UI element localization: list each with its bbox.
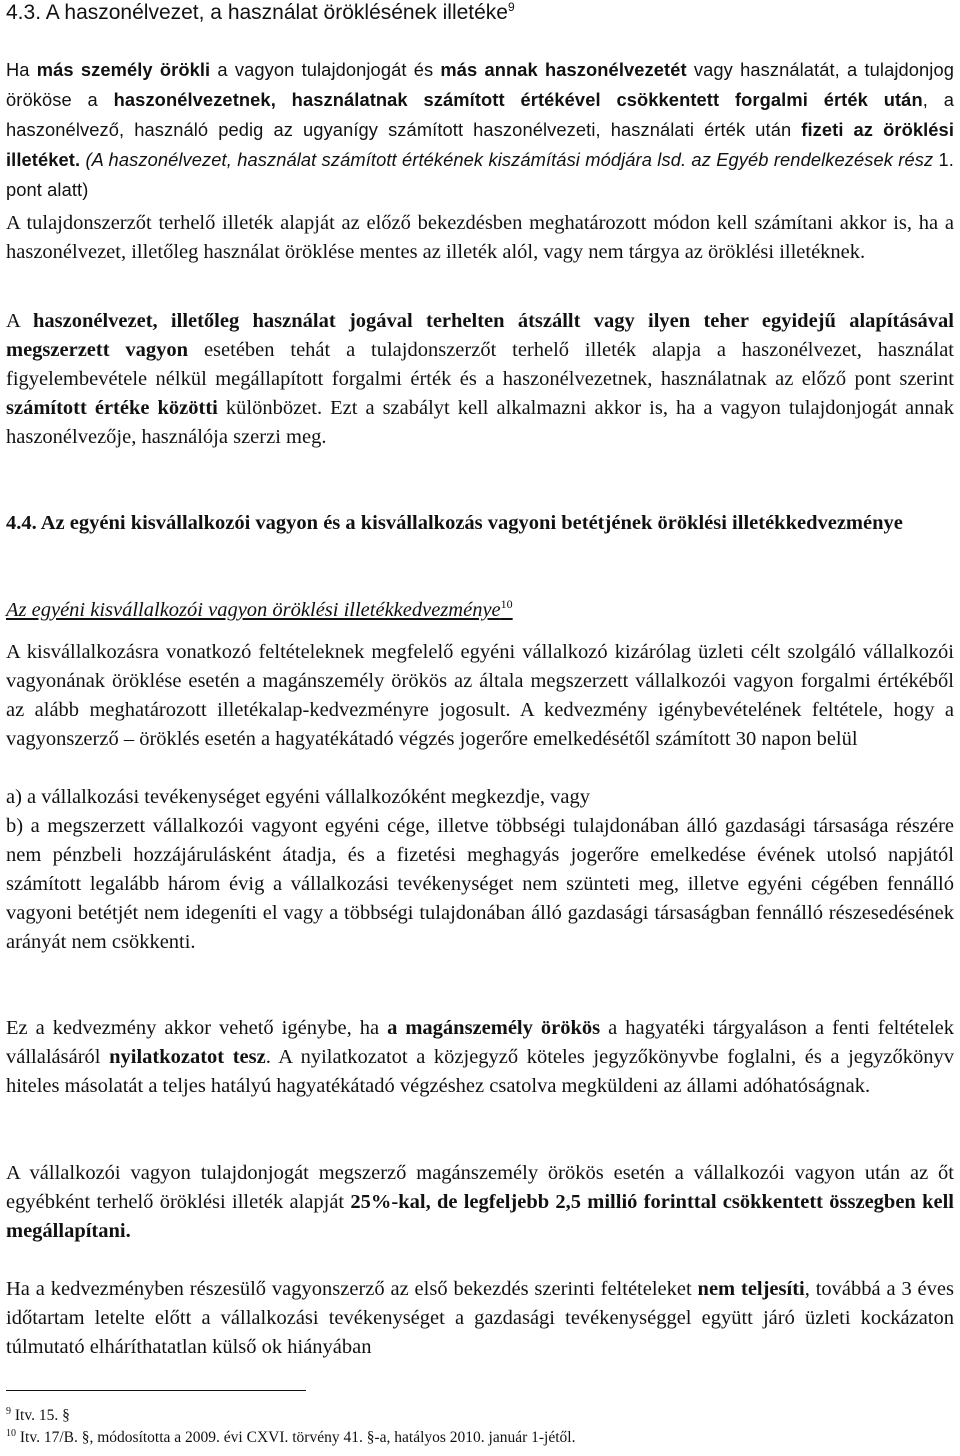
- text-run-bold: más személy örökli: [36, 59, 211, 80]
- subheading-text: Az egyéni kisvállalkozói vagyon öröklési illetékkedvezménye: [6, 599, 501, 621]
- text-run: A vállalkozói vagyon tulajdonjogát megszerző magánszemély örökös esetén a vállalkozói vagyon után az őt egyébként terhelő öröklési illeték alapját: [6, 1162, 954, 1213]
- footnote-9: [6, 1406, 70, 1426]
- paragraph-inheritance-usufruct: [6, 55, 954, 205]
- text-run-bold: haszonélvezetnek, használatnak számított értékével csökkentett forgalmi érték után: [113, 89, 923, 110]
- footnote-ref-10[interactable]: 10: [500, 597, 513, 611]
- list-item-a: a) a vállalkozási tevékenységet egyéni vállalkozóként megkezdje, vagy: [6, 786, 590, 808]
- list-item-b: b) a megszerzett vállalkozói vagyont egyéni cége, illetve többségi tulajdonában álló gazdasági társasága részére nem pénzbeli hozzájárulásként átadja, és a fizetési meghagyás jogerőre emelkedése évének utolsó napjától számított legalább három évig a vállalkozási tevékenységet nem szünteti meg, illetve egyéni cégében fennálló vagyoni betétjét nem idegeníti el vagy a többségi tulajdonában álló gazdasági társaságban fennálló részesedésének arányát nem csökkenti.: [6, 815, 954, 953]
- text-run: Ez a kedvezmény akkor vehető igénybe, ha: [6, 1017, 388, 1039]
- text-run-bold: számított értéke közötti: [6, 397, 218, 419]
- section-heading-4-3: [6, 0, 515, 26]
- text-run: . A nyilatkozatot a közjegyző köteles jegyzőkönyvbe foglalni, és a jegyzőkönyv hiteles másolatát a teljes hatályú hagyatékátadó végzéshez csatolva megküldeni az állami adóhatóságnak.: [6, 1046, 954, 1097]
- footnote-divider: [6, 1390, 306, 1391]
- text-run: a vagyon tulajdonjogát és: [210, 59, 441, 80]
- text-run: 1. pont alatt): [6, 149, 954, 200]
- text-run: , továbbá a 3 éves időtartam letelte előtt a vállalkozási tevékenységet a gazdasági tevékenységgel együtt járó üzleti kockázaton túlmutató elháríthatatlan külső ok hiányában: [6, 1278, 954, 1358]
- text-run: A: [6, 310, 33, 332]
- footnote-text: Itv. 15. §: [14, 1407, 70, 1424]
- text-run: vagy használatát, a tulajdonjog örököse a: [6, 59, 955, 110]
- subheading-small-business-relief: [6, 596, 954, 625]
- text-run-bold: más annak haszonélvezetét: [440, 59, 687, 80]
- text-run-bold: haszonélvezet, illetőleg használat jogával terhelten átszállt vagy ilyen teher egyidejű alapításával megszerzett vagyon: [6, 310, 954, 361]
- section-heading-4-4: 4.4. Az egyéni kisvállalkozói vagyon és a kisvállalkozás vagyoni betétjének öröklési illetékkedvezménye: [6, 512, 903, 534]
- text-run-bold: a magánszemély örökös: [387, 1017, 601, 1039]
- text-run: a hagyatéki tárgyaláson a fenti feltételek vállalásáról: [6, 1017, 954, 1068]
- footnote-text: Itv. 17/B. §, módosította a 2009. évi CXVI. törvény 41. §-a, hatályos 2010. január 1-jétől.: [19, 1429, 576, 1446]
- text-run-bold: nem teljesíti: [697, 1278, 805, 1300]
- text-run-bold: nyilatkozatot tesz: [109, 1046, 266, 1068]
- text-run-bold: fizeti az öröklési illetéket.: [6, 119, 954, 170]
- section-heading-text: 4.3. A haszonélvezet, a használat öröklésének illetéke: [6, 1, 508, 24]
- paragraph-relief-conditions: A kisvállalkozásra vonatkozó feltételeknek megfelelő egyéni vállalkozó kizárólag üzleti célt szolgáló vállalkozói vagyonának öröklése esetén a magánszemély örökös az általa megszerzett vállalkozói vagyon forgalmi értékéből az alább meghatározott illetékalap-kedvezményre jogosult. A kedvezmény igénybevételének feltétele, hogy a vagyonszerző – öröklés esetén a hagyatékátadó végzés jogerőre emelkedésétől számított 30 napon belül: [6, 641, 954, 750]
- footnote-ref-9[interactable]: 9: [508, 0, 515, 14]
- paragraph-declaration: [6, 1014, 954, 1101]
- paragraph-non-compliance: [6, 1275, 954, 1362]
- text-run-bold: 25%-kal, de legfeljebb 2,5 millió forinttal csökkentett összegben kell megállapítani.: [6, 1191, 954, 1242]
- footnote-mark: 10: [6, 1428, 16, 1439]
- text-run: esetében tehát a tulajdonszerzőt terhelő illeték alapja a haszonélvezet, használat figyelembevétele nélkül megállapított forgalmi érték és a haszonélvezetnek, használatnak az előző pont szerint: [6, 339, 955, 390]
- paragraph-encumbered-property: [6, 307, 954, 452]
- text-run-italic: (A haszonélvezet, használat számított értékének kiszámítási módjára lsd. az Egyéb rendelkezések rész: [85, 149, 934, 170]
- text-run: Ha: [6, 59, 37, 80]
- paragraph-owner-duty-base: A tulajdonszerzőt terhelő illeték alapját az előző bekezdésben meghatározott módon kell számítani akkor is, ha a haszonélvezet, illetőleg használat öröklése mentes az illeték alól, vagy nem tárgya az öröklési illetéknek.: [6, 212, 954, 263]
- text-run: Ha a kedvezményben részesülő vagyonszerző az első bekezdés szerinti feltételeket: [6, 1278, 698, 1300]
- text-run: különbözet. Ezt a szabályt kell alkalmazni akkor is, ha a vagyon tulajdonjogát annak haszonélvezője, használója szerzi meg.: [6, 397, 955, 448]
- footnote-mark: 9: [6, 1406, 11, 1417]
- footnote-10: [6, 1428, 575, 1448]
- text-run: , a haszonélvező, használó pedig az ugyanígy számított haszonélvezeti, használati érték után: [6, 89, 954, 140]
- paragraph-relief-amount: [6, 1159, 954, 1246]
